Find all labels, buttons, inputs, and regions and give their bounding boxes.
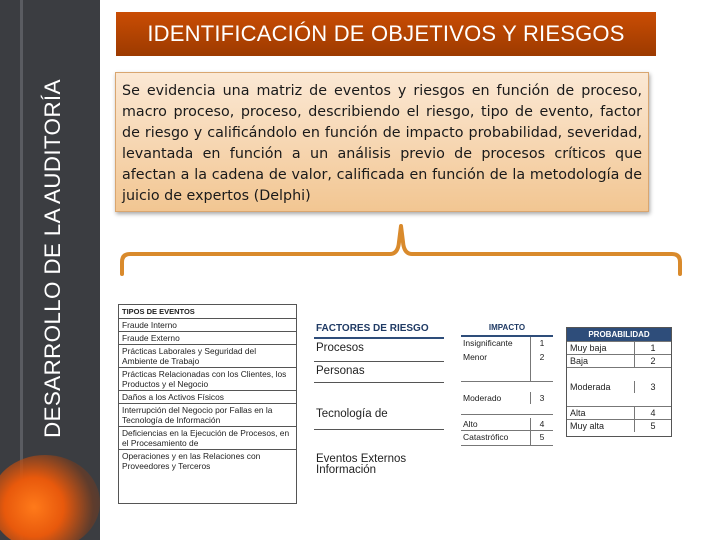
row-label: Alta xyxy=(570,408,586,418)
table-row: Fraude Interno xyxy=(119,319,296,332)
table-row: Operaciones y en las Relaciones con Proveedores y Terceros xyxy=(122,451,261,471)
row-value: 3 xyxy=(634,381,671,393)
table-row: Personas xyxy=(314,362,444,383)
row-label: Moderada xyxy=(570,382,611,392)
table-row: Deficiencias en la Ejecución de Procesos, en el Procesamiento de xyxy=(119,427,296,450)
table-row: Interrupción del Negocio por Fallas en la Tecnología de Información xyxy=(119,404,296,427)
table-row: Prácticas Relacionadas con los Clientes, los Productos y el Negocio xyxy=(119,368,296,391)
tipos-eventos-table xyxy=(118,304,297,504)
table-header: TIPOS DE EVENTOS xyxy=(119,305,296,319)
row-value: 4 xyxy=(530,418,553,430)
decorative-glow xyxy=(0,455,100,540)
row-value: 1 xyxy=(634,342,671,354)
curly-brace-connector xyxy=(118,222,684,278)
table-row xyxy=(461,415,553,431)
row-label: Menor xyxy=(463,352,488,362)
table-row xyxy=(567,354,671,367)
factores-riesgo-table xyxy=(314,320,444,476)
probabilidad-table xyxy=(566,327,672,437)
impacto-table xyxy=(461,320,553,450)
row-label: Alto xyxy=(463,419,478,429)
row-label: Muy baja xyxy=(570,343,607,353)
table-row: Eventos Externos xyxy=(316,453,407,465)
table-row: Fraude Externo xyxy=(119,332,296,345)
row-value: 3 xyxy=(530,392,553,404)
row-value: 1 xyxy=(530,337,553,351)
row-value: 4 xyxy=(634,407,671,419)
table-row xyxy=(567,367,671,406)
table-row xyxy=(461,382,553,415)
row-label: Moderado xyxy=(463,393,502,403)
row-value: 5 xyxy=(634,420,671,432)
table-row xyxy=(567,406,671,419)
table-row: Tecnología de Información xyxy=(314,383,444,430)
table-header: IMPACTO xyxy=(461,320,553,337)
description-box: Se evidencia una matriz de eventos y riesgos en función de proceso, macro proceso, proceso, describiendo el riesgo, tipo de evento, factor de riesgo y calificándolo en función de impacto probabilidad, severidad, levantada en función a un análisis previo de procesos críticos que afectan a la cadena de valor, calificada en función de la metodología de juicio de expertos (Delphi) xyxy=(115,72,649,212)
row-label: Catastrófico xyxy=(463,432,509,442)
table-row xyxy=(461,431,553,446)
table-row xyxy=(567,419,671,432)
row-label: Baja xyxy=(570,356,589,366)
title-bar xyxy=(116,12,656,56)
table-row: Daños a los Activos Físicos xyxy=(119,391,296,404)
row-value: 5 xyxy=(530,431,553,445)
row-label: Insignificante xyxy=(463,338,513,348)
row-value: 2 xyxy=(634,355,671,367)
table-header: FACTORES DE RIESGO xyxy=(314,320,444,339)
row-value: 2 xyxy=(530,351,553,381)
sidebar-title: DESARROLLO DE LA AUDITORÍA xyxy=(40,79,65,438)
sidebar xyxy=(0,0,100,540)
table-header: PROBABILIDAD xyxy=(567,328,671,341)
table-row xyxy=(461,351,553,382)
table-row xyxy=(461,337,553,351)
table-row: Procesos xyxy=(314,339,444,362)
table-row xyxy=(567,341,671,354)
page-title: IDENTIFICACIÓN DE OBJETIVOS Y RIESGOS xyxy=(147,21,625,46)
table-row: Prácticas Laborales y Seguridad del Ambiente de Trabajo xyxy=(119,345,296,368)
row-label: Muy alta xyxy=(570,421,605,431)
